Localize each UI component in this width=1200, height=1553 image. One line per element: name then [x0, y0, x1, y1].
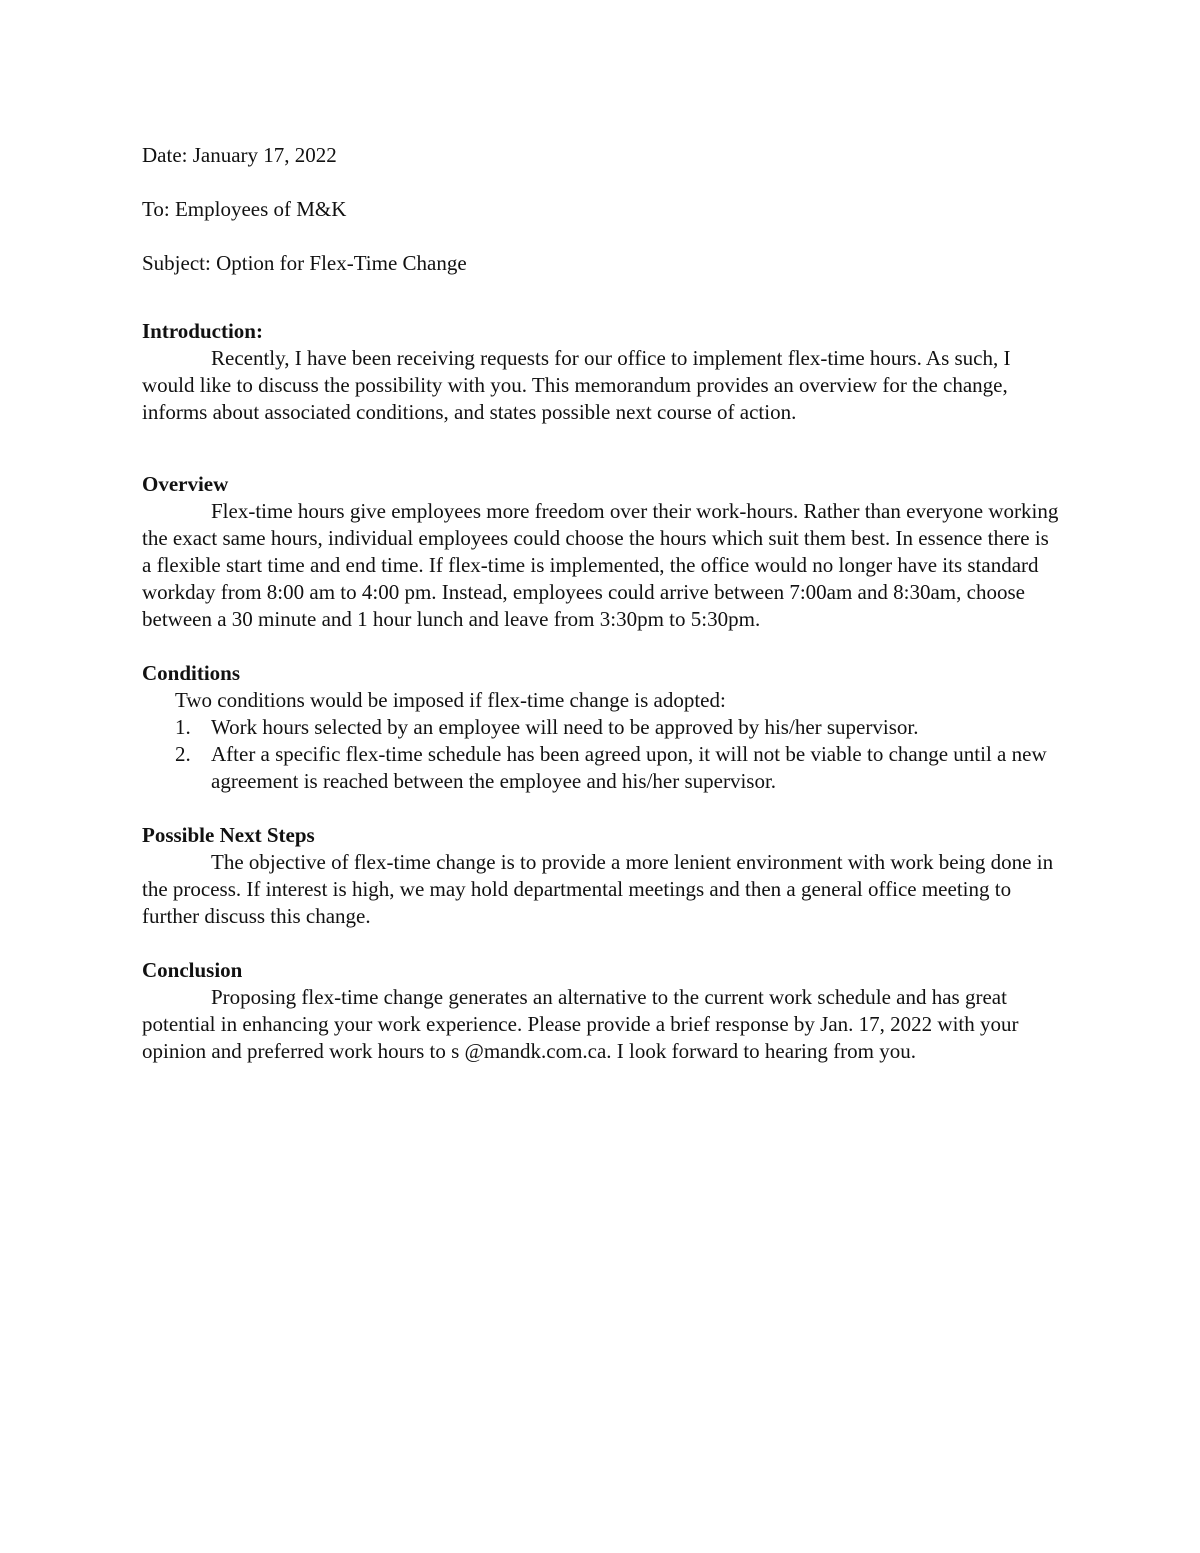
conclusion-body: Proposing flex-time change generates an alternative to the current work schedule and has great potential in enhancing your work experience. Please provide a brief response by Jan. 17, 2022 with your opinion and preferred work hours to s @mandk.com.ca. I look forward to hearing from you. [142, 985, 1019, 1063]
next-steps-section [142, 822, 1062, 930]
conditions-list [142, 714, 1062, 795]
introduction-heading: Introduction: [142, 319, 263, 343]
conclusion-section [142, 957, 1062, 1065]
list-item-text: Work hours selected by an employee will need to be approved by his/her supervisor. [211, 715, 919, 739]
list-item [142, 714, 1062, 741]
list-item-text: After a specific flex-time schedule has been agreed upon, it will not be viable to change until a new agreement is reached between the employee and his/her supervisor. [211, 742, 1047, 793]
overview-body: Flex-time hours give employees more freedom over their work-hours. Rather than everyone working the exact same hours, individual employees could choose the hours which suit them best. In essence there is a flexible start time and end time. If flex-time is implemented, the office would no longer have its standard workday from 8:00 am to 4:00 pm. Instead, employees could arrive between 7:00am and 8:30am, choose between a 30 minute and 1 hour lunch and leave from 3:30pm to 5:30pm. [142, 499, 1059, 631]
next-steps-heading: Possible Next Steps [142, 823, 315, 847]
memo-date: Date: January 17, 2022 [142, 143, 337, 167]
memo-subject: Subject: Option for Flex-Time Change [142, 251, 467, 275]
overview-heading: Overview [142, 472, 229, 496]
list-item-number: 2. [175, 742, 191, 766]
conditions-lead: Two conditions would be imposed if flex-time change is adopted: [175, 688, 726, 712]
conditions-heading: Conditions [142, 661, 241, 685]
memo-recipient: To: Employees of M&K [142, 197, 347, 221]
overview-section [142, 471, 1062, 633]
introduction-section [142, 318, 1062, 426]
list-item [142, 741, 1062, 795]
conditions-section [142, 660, 1062, 795]
next-steps-body: The objective of flex-time change is to provide a more lenient environment with work being done in the process. If interest is high, we may hold departmental meetings and then a general office meeting to further discuss this change. [142, 850, 1054, 928]
introduction-body: Recently, I have been receiving requests for our office to implement flex-time hours. As such, I would like to discuss the possibility with you. This memorandum provides an overview for the change, informs about associated conditions, and states possible next course of action. [142, 346, 1011, 424]
list-item-number: 1. [175, 715, 191, 739]
memo-page [142, 142, 1062, 1065]
conclusion-heading: Conclusion [142, 958, 243, 982]
